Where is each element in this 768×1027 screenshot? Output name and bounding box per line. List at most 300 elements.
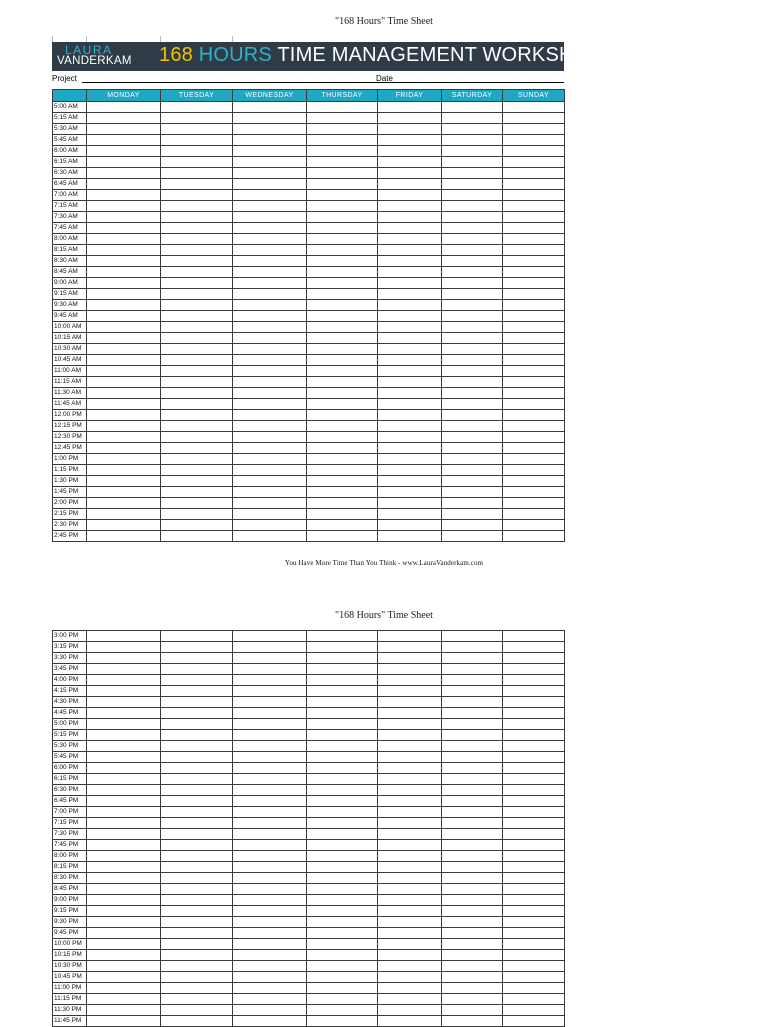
- entry-cell[interactable]: [233, 642, 307, 653]
- entry-cell[interactable]: [378, 333, 442, 344]
- entry-cell[interactable]: [87, 752, 161, 763]
- entry-cell[interactable]: [503, 818, 565, 829]
- entry-cell[interactable]: [307, 972, 378, 983]
- entry-cell[interactable]: [233, 322, 307, 333]
- entry-cell[interactable]: [87, 311, 161, 322]
- entry-cell[interactable]: [307, 146, 378, 157]
- entry-cell[interactable]: [233, 917, 307, 928]
- entry-cell[interactable]: [233, 212, 307, 223]
- entry-cell[interactable]: [503, 785, 565, 796]
- entry-cell[interactable]: [87, 972, 161, 983]
- entry-cell[interactable]: [503, 631, 565, 642]
- entry-cell[interactable]: [307, 179, 378, 190]
- entry-cell[interactable]: [161, 520, 233, 531]
- entry-cell[interactable]: [233, 675, 307, 686]
- date-field[interactable]: [398, 82, 564, 83]
- entry-cell[interactable]: [307, 917, 378, 928]
- entry-cell[interactable]: [378, 421, 442, 432]
- entry-cell[interactable]: [87, 653, 161, 664]
- entry-cell[interactable]: [307, 267, 378, 278]
- entry-cell[interactable]: [87, 113, 161, 124]
- entry-cell[interactable]: [503, 311, 565, 322]
- entry-cell[interactable]: [87, 146, 161, 157]
- entry-cell[interactable]: [503, 983, 565, 994]
- entry-cell[interactable]: [87, 983, 161, 994]
- entry-cell[interactable]: [442, 697, 503, 708]
- entry-cell[interactable]: [442, 201, 503, 212]
- entry-cell[interactable]: [378, 443, 442, 454]
- entry-cell[interactable]: [161, 267, 233, 278]
- entry-cell[interactable]: [161, 135, 233, 146]
- entry-cell[interactable]: [442, 179, 503, 190]
- entry-cell[interactable]: [378, 432, 442, 443]
- entry-cell[interactable]: [442, 642, 503, 653]
- entry-cell[interactable]: [161, 157, 233, 168]
- entry-cell[interactable]: [378, 135, 442, 146]
- entry-cell[interactable]: [161, 256, 233, 267]
- entry-cell[interactable]: [161, 443, 233, 454]
- entry-cell[interactable]: [378, 355, 442, 366]
- entry-cell[interactable]: [161, 906, 233, 917]
- entry-cell[interactable]: [307, 862, 378, 873]
- entry-cell[interactable]: [87, 862, 161, 873]
- entry-cell[interactable]: [442, 520, 503, 531]
- entry-cell[interactable]: [442, 675, 503, 686]
- entry-cell[interactable]: [378, 454, 442, 465]
- entry-cell[interactable]: [233, 906, 307, 917]
- entry-cell[interactable]: [378, 476, 442, 487]
- entry-cell[interactable]: [378, 950, 442, 961]
- entry-cell[interactable]: [307, 113, 378, 124]
- entry-cell[interactable]: [307, 851, 378, 862]
- entry-cell[interactable]: [307, 983, 378, 994]
- entry-cell[interactable]: [87, 895, 161, 906]
- entry-cell[interactable]: [378, 994, 442, 1005]
- entry-cell[interactable]: [307, 531, 378, 542]
- entry-cell[interactable]: [442, 135, 503, 146]
- entry-cell[interactable]: [87, 201, 161, 212]
- entry-cell[interactable]: [378, 939, 442, 950]
- entry-cell[interactable]: [378, 157, 442, 168]
- entry-cell[interactable]: [503, 520, 565, 531]
- entry-cell[interactable]: [307, 994, 378, 1005]
- entry-cell[interactable]: [503, 388, 565, 399]
- entry-cell[interactable]: [378, 675, 442, 686]
- entry-cell[interactable]: [503, 939, 565, 950]
- entry-cell[interactable]: [378, 311, 442, 322]
- entry-cell[interactable]: [161, 487, 233, 498]
- entry-cell[interactable]: [442, 840, 503, 851]
- entry-cell[interactable]: [233, 520, 307, 531]
- entry-cell[interactable]: [307, 300, 378, 311]
- entry-cell[interactable]: [378, 631, 442, 642]
- entry-cell[interactable]: [161, 653, 233, 664]
- entry-cell[interactable]: [233, 476, 307, 487]
- entry-cell[interactable]: [503, 190, 565, 201]
- entry-cell[interactable]: [87, 642, 161, 653]
- entry-cell[interactable]: [87, 278, 161, 289]
- entry-cell[interactable]: [442, 1016, 503, 1027]
- entry-cell[interactable]: [503, 476, 565, 487]
- entry-cell[interactable]: [503, 289, 565, 300]
- entry-cell[interactable]: [87, 520, 161, 531]
- entry-cell[interactable]: [87, 102, 161, 113]
- entry-cell[interactable]: [378, 366, 442, 377]
- entry-cell[interactable]: [307, 102, 378, 113]
- entry-cell[interactable]: [161, 190, 233, 201]
- entry-cell[interactable]: [233, 245, 307, 256]
- entry-cell[interactable]: [378, 818, 442, 829]
- entry-cell[interactable]: [307, 135, 378, 146]
- entry-cell[interactable]: [442, 322, 503, 333]
- entry-cell[interactable]: [442, 851, 503, 862]
- entry-cell[interactable]: [307, 201, 378, 212]
- entry-cell[interactable]: [378, 487, 442, 498]
- entry-cell[interactable]: [87, 697, 161, 708]
- entry-cell[interactable]: [161, 741, 233, 752]
- entry-cell[interactable]: [233, 366, 307, 377]
- entry-cell[interactable]: [307, 377, 378, 388]
- entry-cell[interactable]: [87, 476, 161, 487]
- entry-cell[interactable]: [378, 972, 442, 983]
- entry-cell[interactable]: [503, 994, 565, 1005]
- entry-cell[interactable]: [307, 333, 378, 344]
- entry-cell[interactable]: [378, 807, 442, 818]
- entry-cell[interactable]: [233, 950, 307, 961]
- entry-cell[interactable]: [378, 168, 442, 179]
- entry-cell[interactable]: [503, 972, 565, 983]
- entry-cell[interactable]: [87, 124, 161, 135]
- entry-cell[interactable]: [87, 719, 161, 730]
- entry-cell[interactable]: [442, 366, 503, 377]
- entry-cell[interactable]: [442, 774, 503, 785]
- entry-cell[interactable]: [442, 476, 503, 487]
- entry-cell[interactable]: [161, 531, 233, 542]
- entry-cell[interactable]: [307, 1005, 378, 1016]
- entry-cell[interactable]: [87, 675, 161, 686]
- project-field[interactable]: [82, 82, 424, 83]
- entry-cell[interactable]: [233, 146, 307, 157]
- entry-cell[interactable]: [233, 631, 307, 642]
- entry-cell[interactable]: [378, 895, 442, 906]
- entry-cell[interactable]: [233, 862, 307, 873]
- entry-cell[interactable]: [503, 300, 565, 311]
- entry-cell[interactable]: [87, 785, 161, 796]
- entry-cell[interactable]: [378, 399, 442, 410]
- entry-cell[interactable]: [503, 135, 565, 146]
- entry-cell[interactable]: [442, 983, 503, 994]
- entry-cell[interactable]: [87, 631, 161, 642]
- entry-cell[interactable]: [378, 928, 442, 939]
- entry-cell[interactable]: [442, 664, 503, 675]
- entry-cell[interactable]: [378, 256, 442, 267]
- entry-cell[interactable]: [233, 421, 307, 432]
- entry-cell[interactable]: [161, 124, 233, 135]
- entry-cell[interactable]: [442, 719, 503, 730]
- entry-cell[interactable]: [503, 763, 565, 774]
- entry-cell[interactable]: [233, 697, 307, 708]
- entry-cell[interactable]: [503, 675, 565, 686]
- entry-cell[interactable]: [442, 443, 503, 454]
- entry-cell[interactable]: [307, 223, 378, 234]
- entry-cell[interactable]: [378, 322, 442, 333]
- entry-cell[interactable]: [442, 212, 503, 223]
- entry-cell[interactable]: [307, 708, 378, 719]
- entry-cell[interactable]: [161, 697, 233, 708]
- entry-cell[interactable]: [503, 223, 565, 234]
- entry-cell[interactable]: [503, 642, 565, 653]
- entry-cell[interactable]: [87, 796, 161, 807]
- entry-cell[interactable]: [161, 366, 233, 377]
- entry-cell[interactable]: [161, 1005, 233, 1016]
- entry-cell[interactable]: [87, 961, 161, 972]
- entry-cell[interactable]: [233, 895, 307, 906]
- entry-cell[interactable]: [503, 278, 565, 289]
- entry-cell[interactable]: [233, 113, 307, 124]
- entry-cell[interactable]: [87, 928, 161, 939]
- entry-cell[interactable]: [161, 917, 233, 928]
- entry-cell[interactable]: [161, 983, 233, 994]
- entry-cell[interactable]: [307, 168, 378, 179]
- entry-cell[interactable]: [503, 664, 565, 675]
- entry-cell[interactable]: [233, 840, 307, 851]
- entry-cell[interactable]: [503, 928, 565, 939]
- entry-cell[interactable]: [378, 653, 442, 664]
- entry-cell[interactable]: [161, 675, 233, 686]
- entry-cell[interactable]: [503, 333, 565, 344]
- entry-cell[interactable]: [87, 234, 161, 245]
- entry-cell[interactable]: [442, 950, 503, 961]
- entry-cell[interactable]: [503, 157, 565, 168]
- entry-cell[interactable]: [307, 421, 378, 432]
- entry-cell[interactable]: [87, 212, 161, 223]
- entry-cell[interactable]: [161, 509, 233, 520]
- entry-cell[interactable]: [442, 245, 503, 256]
- entry-cell[interactable]: [233, 124, 307, 135]
- entry-cell[interactable]: [503, 377, 565, 388]
- entry-cell[interactable]: [161, 289, 233, 300]
- entry-cell[interactable]: [378, 124, 442, 135]
- entry-cell[interactable]: [87, 465, 161, 476]
- entry-cell[interactable]: [378, 179, 442, 190]
- entry-cell[interactable]: [87, 322, 161, 333]
- entry-cell[interactable]: [503, 708, 565, 719]
- entry-cell[interactable]: [233, 752, 307, 763]
- entry-cell[interactable]: [307, 476, 378, 487]
- entry-cell[interactable]: [233, 807, 307, 818]
- entry-cell[interactable]: [503, 421, 565, 432]
- entry-cell[interactable]: [307, 487, 378, 498]
- entry-cell[interactable]: [378, 102, 442, 113]
- entry-cell[interactable]: [233, 531, 307, 542]
- entry-cell[interactable]: [503, 465, 565, 476]
- entry-cell[interactable]: [442, 531, 503, 542]
- entry-cell[interactable]: [233, 774, 307, 785]
- entry-cell[interactable]: [442, 730, 503, 741]
- entry-cell[interactable]: [87, 498, 161, 509]
- entry-cell[interactable]: [378, 862, 442, 873]
- entry-cell[interactable]: [233, 741, 307, 752]
- entry-cell[interactable]: [503, 531, 565, 542]
- entry-cell[interactable]: [233, 443, 307, 454]
- entry-cell[interactable]: [442, 223, 503, 234]
- entry-cell[interactable]: [503, 509, 565, 520]
- entry-cell[interactable]: [233, 102, 307, 113]
- entry-cell[interactable]: [307, 190, 378, 201]
- entry-cell[interactable]: [378, 531, 442, 542]
- entry-cell[interactable]: [87, 686, 161, 697]
- entry-cell[interactable]: [442, 256, 503, 267]
- entry-cell[interactable]: [87, 807, 161, 818]
- entry-cell[interactable]: [307, 256, 378, 267]
- entry-cell[interactable]: [161, 410, 233, 421]
- entry-cell[interactable]: [233, 829, 307, 840]
- entry-cell[interactable]: [307, 774, 378, 785]
- entry-cell[interactable]: [233, 190, 307, 201]
- entry-cell[interactable]: [378, 278, 442, 289]
- entry-cell[interactable]: [503, 410, 565, 421]
- entry-cell[interactable]: [503, 950, 565, 961]
- entry-cell[interactable]: [233, 432, 307, 443]
- entry-cell[interactable]: [442, 454, 503, 465]
- entry-cell[interactable]: [442, 1005, 503, 1016]
- entry-cell[interactable]: [161, 807, 233, 818]
- entry-cell[interactable]: [442, 829, 503, 840]
- entry-cell[interactable]: [161, 300, 233, 311]
- entry-cell[interactable]: [307, 818, 378, 829]
- entry-cell[interactable]: [378, 245, 442, 256]
- entry-cell[interactable]: [378, 190, 442, 201]
- entry-cell[interactable]: [442, 333, 503, 344]
- entry-cell[interactable]: [161, 311, 233, 322]
- entry-cell[interactable]: [442, 873, 503, 884]
- entry-cell[interactable]: [87, 432, 161, 443]
- entry-cell[interactable]: [442, 884, 503, 895]
- entry-cell[interactable]: [503, 1005, 565, 1016]
- entry-cell[interactable]: [307, 631, 378, 642]
- entry-cell[interactable]: [442, 785, 503, 796]
- entry-cell[interactable]: [87, 135, 161, 146]
- entry-cell[interactable]: [442, 686, 503, 697]
- entry-cell[interactable]: [307, 873, 378, 884]
- entry-cell[interactable]: [378, 697, 442, 708]
- entry-cell[interactable]: [87, 730, 161, 741]
- entry-cell[interactable]: [233, 961, 307, 972]
- entry-cell[interactable]: [161, 355, 233, 366]
- entry-cell[interactable]: [87, 454, 161, 465]
- entry-cell[interactable]: [233, 994, 307, 1005]
- entry-cell[interactable]: [87, 950, 161, 961]
- entry-cell[interactable]: [307, 322, 378, 333]
- entry-cell[interactable]: [161, 884, 233, 895]
- entry-cell[interactable]: [87, 741, 161, 752]
- entry-cell[interactable]: [378, 113, 442, 124]
- entry-cell[interactable]: [161, 752, 233, 763]
- entry-cell[interactable]: [442, 289, 503, 300]
- entry-cell[interactable]: [307, 1016, 378, 1027]
- entry-cell[interactable]: [307, 961, 378, 972]
- entry-cell[interactable]: [87, 410, 161, 421]
- entry-cell[interactable]: [87, 256, 161, 267]
- entry-cell[interactable]: [161, 873, 233, 884]
- entry-cell[interactable]: [233, 256, 307, 267]
- entry-cell[interactable]: [378, 906, 442, 917]
- entry-cell[interactable]: [87, 366, 161, 377]
- entry-cell[interactable]: [87, 763, 161, 774]
- entry-cell[interactable]: [87, 509, 161, 520]
- entry-cell[interactable]: [442, 421, 503, 432]
- entry-cell[interactable]: [503, 741, 565, 752]
- entry-cell[interactable]: [378, 388, 442, 399]
- entry-cell[interactable]: [503, 961, 565, 972]
- entry-cell[interactable]: [233, 1005, 307, 1016]
- entry-cell[interactable]: [87, 840, 161, 851]
- entry-cell[interactable]: [233, 785, 307, 796]
- entry-cell[interactable]: [442, 311, 503, 322]
- entry-cell[interactable]: [442, 906, 503, 917]
- entry-cell[interactable]: [161, 1016, 233, 1027]
- entry-cell[interactable]: [503, 344, 565, 355]
- entry-cell[interactable]: [161, 498, 233, 509]
- entry-cell[interactable]: [233, 653, 307, 664]
- entry-cell[interactable]: [161, 377, 233, 388]
- entry-cell[interactable]: [87, 487, 161, 498]
- entry-cell[interactable]: [87, 168, 161, 179]
- entry-cell[interactable]: [378, 642, 442, 653]
- entry-cell[interactable]: [307, 928, 378, 939]
- entry-cell[interactable]: [233, 333, 307, 344]
- entry-cell[interactable]: [161, 421, 233, 432]
- entry-cell[interactable]: [503, 168, 565, 179]
- entry-cell[interactable]: [378, 829, 442, 840]
- entry-cell[interactable]: [161, 774, 233, 785]
- entry-cell[interactable]: [87, 917, 161, 928]
- entry-cell[interactable]: [233, 708, 307, 719]
- entry-cell[interactable]: [161, 796, 233, 807]
- entry-cell[interactable]: [233, 1016, 307, 1027]
- entry-cell[interactable]: [233, 928, 307, 939]
- entry-cell[interactable]: [87, 344, 161, 355]
- entry-cell[interactable]: [161, 344, 233, 355]
- entry-cell[interactable]: [503, 851, 565, 862]
- entry-cell[interactable]: [161, 785, 233, 796]
- entry-cell[interactable]: [442, 234, 503, 245]
- entry-cell[interactable]: [161, 972, 233, 983]
- entry-cell[interactable]: [503, 322, 565, 333]
- entry-cell[interactable]: [503, 906, 565, 917]
- entry-cell[interactable]: [307, 884, 378, 895]
- entry-cell[interactable]: [87, 388, 161, 399]
- entry-cell[interactable]: [233, 983, 307, 994]
- entry-cell[interactable]: [378, 741, 442, 752]
- entry-cell[interactable]: [442, 917, 503, 928]
- entry-cell[interactable]: [233, 509, 307, 520]
- entry-cell[interactable]: [233, 487, 307, 498]
- entry-cell[interactable]: [442, 102, 503, 113]
- entry-cell[interactable]: [442, 377, 503, 388]
- entry-cell[interactable]: [87, 818, 161, 829]
- entry-cell[interactable]: [503, 432, 565, 443]
- entry-cell[interactable]: [442, 267, 503, 278]
- entry-cell[interactable]: [442, 961, 503, 972]
- entry-cell[interactable]: [378, 289, 442, 300]
- entry-cell[interactable]: [503, 829, 565, 840]
- entry-cell[interactable]: [503, 146, 565, 157]
- entry-cell[interactable]: [378, 520, 442, 531]
- entry-cell[interactable]: [233, 311, 307, 322]
- entry-cell[interactable]: [87, 884, 161, 895]
- entry-cell[interactable]: [378, 785, 442, 796]
